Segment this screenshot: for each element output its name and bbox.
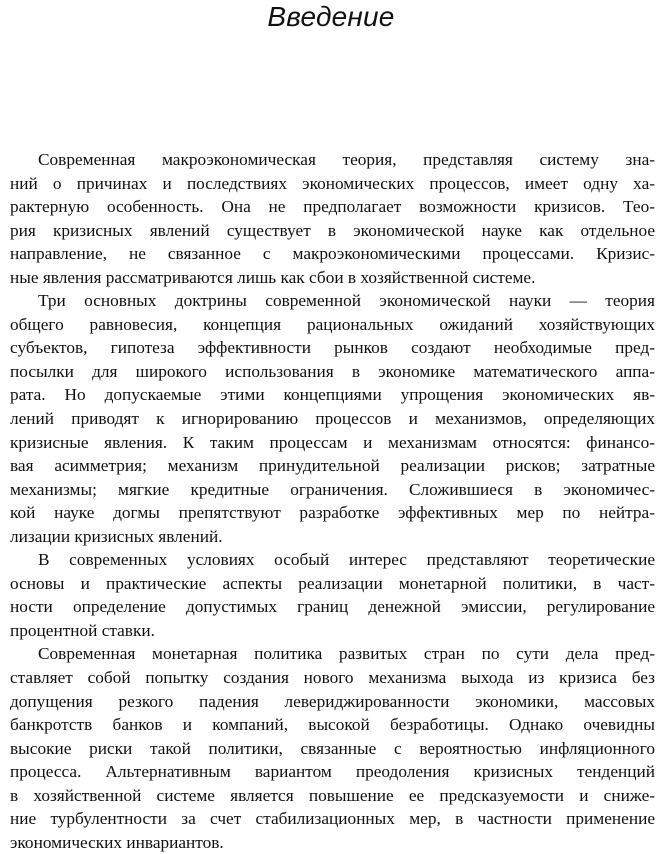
text-line: процентной ставки. <box>10 620 155 640</box>
paragraph <box>10 289 655 548</box>
text-line: рактерную особенность. Она не предполагает возможности кризисов. Тео- <box>10 197 655 217</box>
text-line: допущения резкого падения левериджированности экономики, массовых <box>10 691 655 711</box>
page-title: Введение <box>267 1 395 32</box>
text-line: субъектов, гипотеза эффективности рынков создают необходимые пред- <box>10 338 655 358</box>
text-line: ности определение допустимых границ денежной эмиссии, регулирование <box>10 597 655 617</box>
paragraph <box>10 148 655 289</box>
text-line: общего равновесия, концепция рациональных ожиданий хозяйствующих <box>10 314 655 334</box>
text-line: ние турбулентности за счет стабилизационных мер, в частности применение <box>10 809 655 829</box>
text-line: Три основных доктрины современной экономической науки — теория <box>38 291 655 311</box>
paragraph <box>10 642 655 854</box>
text-line: В современных условиях особый интерес представляют теоретические <box>38 550 655 570</box>
text-line: экономических инвариантов. <box>10 832 224 852</box>
text-line: лизации кризисных явлений. <box>10 526 223 546</box>
text-line: посылки для широкого использования в экономике математического аппа- <box>10 361 655 381</box>
text-line: процесса. Альтернативным вариантом преодоления кризисных тенденций <box>10 762 655 782</box>
text-line: рата. Но допускаемые этими концепциями упрощения экономических яв- <box>10 385 655 405</box>
text-line: кой науке догмы препятствуют разработке эффективных мер по нейтра- <box>10 503 655 523</box>
body-text <box>10 148 655 854</box>
text-line: вая асимметрия; механизм принудительной реализации рисков; затратные <box>10 456 655 476</box>
text-line: банкротств банков и компаний, высокой безработицы. Однако очевидны <box>10 715 655 735</box>
text-line: Современная монетарная политика развитых стран по сути дела пред- <box>38 644 655 664</box>
text-line: ные явления рассматриваются лишь как сбои в хозяйственной системе. <box>10 267 536 287</box>
text-line: механизмы; мягкие кредитные ограничения. Сложившиеся в экономичес- <box>10 479 655 499</box>
text-line: ний о причинах и последствиях экономических процессов, имеет одну ха- <box>10 173 655 193</box>
text-line: кризисные явления. К таким процессам и механизмам относятся: финансо- <box>10 432 655 452</box>
text-line: Современная макроэкономическая теория, представляя систему зна- <box>38 150 655 169</box>
text-line: высокие риски такой политики, связанные с вероятностью инфляционного <box>10 738 655 758</box>
text-line: в хозяйственной системе является повышение ее предсказуемости и сниже- <box>10 785 655 805</box>
text-line: основы и практические аспекты реализации монетарной политики, в част- <box>10 573 655 593</box>
text-line: лений приводят к игнорированию процессов и механизмов, определяющих <box>10 409 655 429</box>
paragraph <box>10 548 655 642</box>
text-line: направление, не связанное с макроэкономическими процессами. Кризис- <box>10 244 655 264</box>
text-line: ставляет собой попытку создания нового механизма выхода из кризиса без <box>10 668 655 688</box>
text-line: рия кризисных явлений существует в экономической науке как отдельное <box>10 220 655 240</box>
